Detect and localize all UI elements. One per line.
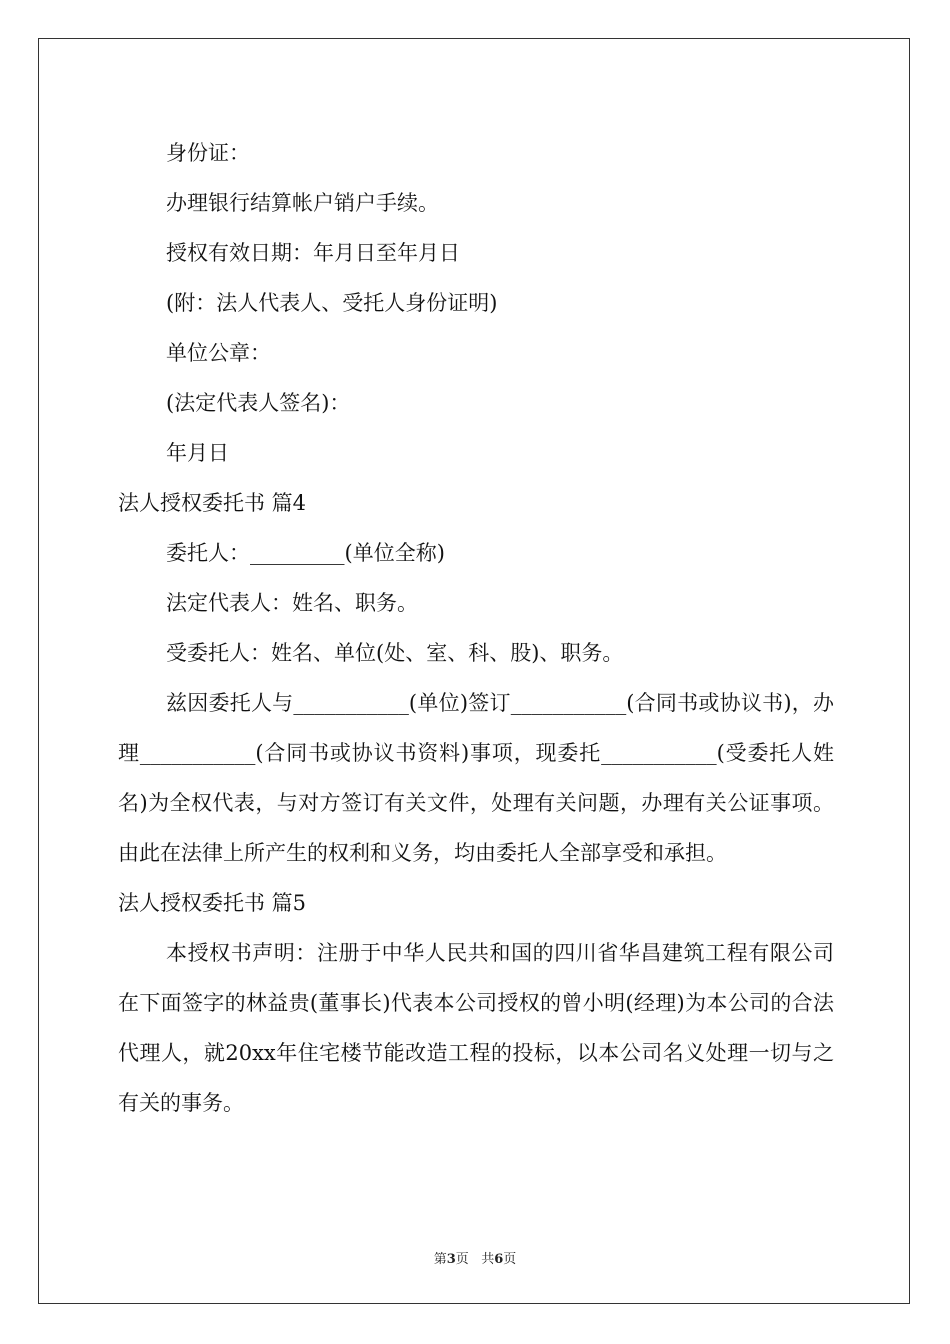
page-prefix: 第 — [433, 1252, 447, 1267]
total-prefix: 共 — [481, 1252, 495, 1267]
page-current: 3 — [446, 1252, 456, 1267]
document-body — [118, 128, 834, 1128]
total-suffix: 页 — [503, 1252, 517, 1267]
section5-paragraph: 本授权书声明：注册于中华人民共和国的四川省华昌建筑工程有限公司在下面签字的林益贵(董事长)代表本公司授权的曾小明(经理)为本公司的合法代理人，就20xx年住宅楼节能改造工程的投标，以本公司名义处理一切与之有关的事务。 — [118, 941, 834, 1115]
section4-paragraph: 兹因委托人与___________(单位)签订___________(合同书或协议书)，办理___________(合同书或协议书资料)事项，现委托___________(受委托人姓名)为全权代表，与对方签订有关文件，处理有关问题，办理有关公证事项。由此在法律上所产生的权利和义务，均由委托人全部享受和承担。 — [118, 691, 834, 865]
agent-line: 受委托人：姓名、单位(处、室、科、股)、职务。 — [166, 641, 624, 665]
section-heading-4: 法人授权委托书 篇4 — [118, 491, 307, 515]
page-footer — [0, 1248, 950, 1267]
attachment-note-line: (附：法人代表人、受托人身份证明) — [166, 291, 498, 315]
section-heading-5: 法人授权委托书 篇5 — [118, 891, 307, 915]
legal-representative-line: 法定代表人：姓名、职务。 — [166, 591, 418, 615]
page-suffix: 页 — [455, 1252, 469, 1267]
principal-line: 委托人：_________(单位全称) — [166, 541, 445, 565]
company-seal-line: 单位公章： — [166, 341, 271, 365]
account-closing-line: 办理银行结算帐户销户手续。 — [166, 191, 439, 215]
id-card-line: 身份证： — [166, 141, 250, 165]
validity-date-line: 授权有效日期：年月日至年月日 — [166, 241, 460, 265]
legal-rep-signature-line: (法定代表人签名)： — [166, 391, 351, 415]
page-total: 6 — [494, 1252, 504, 1267]
date-line: 年月日 — [166, 441, 229, 465]
